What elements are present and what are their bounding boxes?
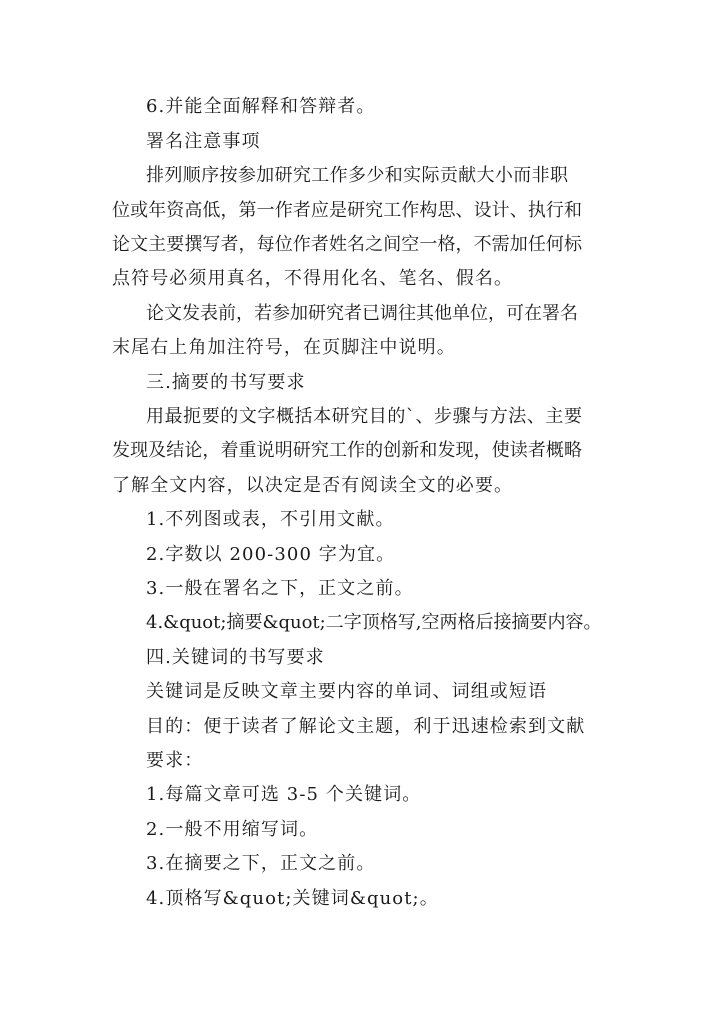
list-item: 2.字数以 200-300 字为宜。 [146, 544, 396, 565]
section-heading-keywords: 四.关键词的书写要求 [146, 647, 325, 668]
list-item: 2.一般不用缩写词。 [146, 819, 319, 840]
paragraph-line: 论文主要撰写者，每位作者姓名之间空一格，不需加任何标 [112, 234, 582, 255]
paragraph-line: 了解全文内容，以决定是否有阅读全文的必要。 [112, 475, 514, 496]
list-item: 4.顶格写&quot;关键词&quot;。 [146, 888, 439, 909]
paragraph-line: 用最扼要的文字概括本研究目的`、步骤与方法、主要 [146, 406, 582, 427]
section-heading-abstract: 三.摘要的书写要求 [146, 372, 306, 393]
paragraph-line: 关键词是反映文章主要内容的单词、词组或短语 [146, 681, 548, 702]
list-item: 1.不列图或表，不引用文献。 [146, 509, 395, 530]
list-item-6: 6.并能全面解释和答辩者。 [146, 96, 376, 117]
paragraph-line: 要求： [146, 750, 204, 771]
list-item: 4.&quot;摘要&quot;二字顶格写,空两格后接摘要内容。 [146, 612, 602, 633]
paragraph-line: 发现及结论，着重说明研究工作的创新和发现，使读者概略 [112, 440, 582, 461]
paragraph-line: 目的：便于读者了解论文主题，利于迅速检索到文献 [146, 716, 586, 737]
list-item: 1.每篇文章可选 3-5 个关键词。 [146, 784, 422, 805]
paragraph-line: 排列顺序按参加研究工作多少和实际贡献大小而非职 [146, 165, 568, 186]
paragraph-line: 点符号必须用真名，不得用化名、笔名、假名。 [112, 268, 514, 289]
list-item: 3.在摘要之下，正文之前。 [146, 853, 376, 874]
paragraph-line: 位或年资高低，第一作者应是研究工作构思、设计、执行和 [112, 200, 582, 221]
section-heading-authorship: 署名注意事项 [146, 131, 261, 152]
paragraph-line: 论文发表前，若参加研究者已调往其他单位，可在署名 [146, 303, 578, 324]
paragraph-line: 末尾右上角加注符号，在页脚注中说明。 [112, 337, 456, 358]
list-item: 3.一般在署名之下，正文之前。 [146, 578, 414, 599]
